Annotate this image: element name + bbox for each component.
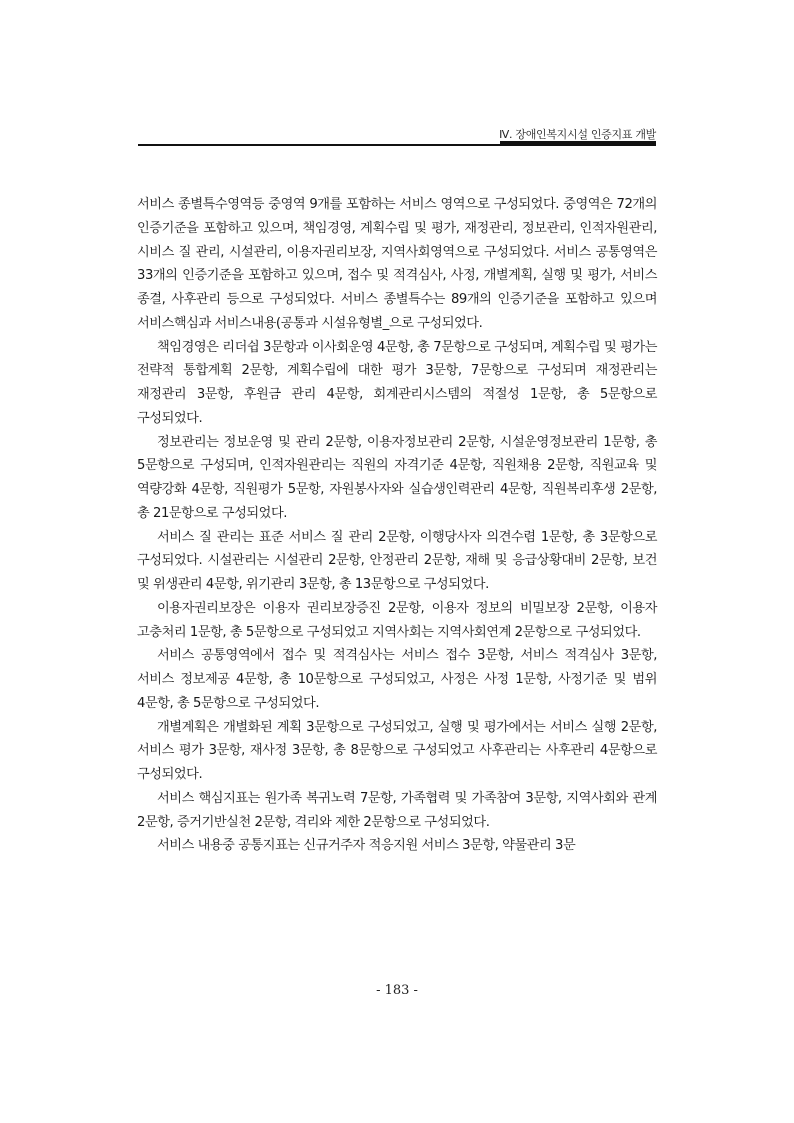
page-number: - 183 - (376, 983, 418, 998)
running-header: Ⅳ. 장애인복지시설 인증지표 개발 (499, 128, 656, 141)
paragraph: 서비스 핵심지표는 원가족 복귀노력 7문항, 가족협력 및 가족참여 3문항, 지역사회와 관계 2문항, 증거기반실천 2문항, 격리와 제한 2문항으로 구성되었다. (137, 790, 657, 830)
header-rule-accent (500, 141, 656, 144)
paragraph: 이용자권리보장은 이용자 권리보장증진 2문항, 이용자 정보의 비밀보장 2문항, 이용자 고충처리 1문항, 총 5문항으로 구성되었고 지역사회는 지역사회연계 2문항으로 구성되었다. (137, 600, 657, 640)
paragraph: 서비스 내용중 공통지표는 신규거주자 적응지원 서비스 3문항, 약물관리 3문 (157, 838, 576, 854)
body-text (137, 193, 657, 858)
header-rule (138, 144, 656, 146)
paragraph: 정보관리는 정보운영 및 관리 2문항, 이용자정보관리 2문항, 시설운영정보관리 1문항, 총 5문항으로 구성되며, 인적자원관리는 직원의 자격기준 4문항, 직원채용 2문항, 직원교육 및 역량강화 4문항, 직원평가 5문항, 자원봉사자와 실습생인력관리 4문항, 직원복리후생 2문항, 총 21문항으로 구성되었다. (137, 434, 657, 521)
paragraph: 개별계획은 개별화된 계획 3문항으로 구성되었고, 실행 및 평가에서는 서비스 실행 2문항, 서비스 평가 3문항, 재사정 3문항, 총 8문항으로 구성되었고 사후관리는 사후관리 4문항으로 구성되었다. (137, 719, 657, 782)
paragraph: 서비스 질 관리는 표준 서비스 질 관리 2문항, 이행당사자 의견수렴 1문항, 총 3문항으로 구성되었다. 시설관리는 시설관리 2문항, 안정관리 2문항, 재해 및 응급상황대비 2문항, 보건 및 위생관리 4문항, 위기관리 3문항, 총 13문항으로 구성되었다. (137, 529, 657, 592)
paragraph: 책임경영은 리더쉽 3문항과 이사회운영 4문항, 총 7문항으로 구성되며, 계획수립 및 평가는 전략적 통합계획 2문항, 계획수립에 대한 평가 3문항, 7문항으로 구성되며 재정관리는 재정관리 3문항, 후원금 관리 4문항, 회계관리시스템의 적절성 1문항, 총 5문항으로 구성되었다. (137, 339, 657, 426)
paragraph: 서비스 종별특수영역등 중영역 9개를 포함하는 서비스 영역으로 구성되었다. 중영역은 72개의 인증기준을 포함하고 있으며, 책임경영, 계획수립 및 평가, 재정관리, 정보관리, 인적자원관리, 시비스 질 관리, 시설관리, 이용자권리보장, 지역사회영역으로 구성되었다. 서비스 공통영역은 33개의 인증기준을 포함하고 있으며, 접수 및 적격심사, 사정, 개별계획, 실행 및 평가, 서비스 종결, 사후관리 등으로 구성되었다. 서비스 종별특수는 89개의 인증기준을 포함하고 있으며 서비스핵심과 서비스내용(공통과 시설유형별_으로 구성되었다. (137, 197, 657, 331)
paragraph: 서비스 공통영역에서 접수 및 적격심사는 서비스 접수 3문항, 서비스 적격심사 3문항, 서비스 정보제공 4문항, 총 10문항으로 구성되었고, 사정은 사정 1문항, 사정기준 및 범위 4문항, 총 5문항으로 구성되었다. (137, 648, 657, 711)
